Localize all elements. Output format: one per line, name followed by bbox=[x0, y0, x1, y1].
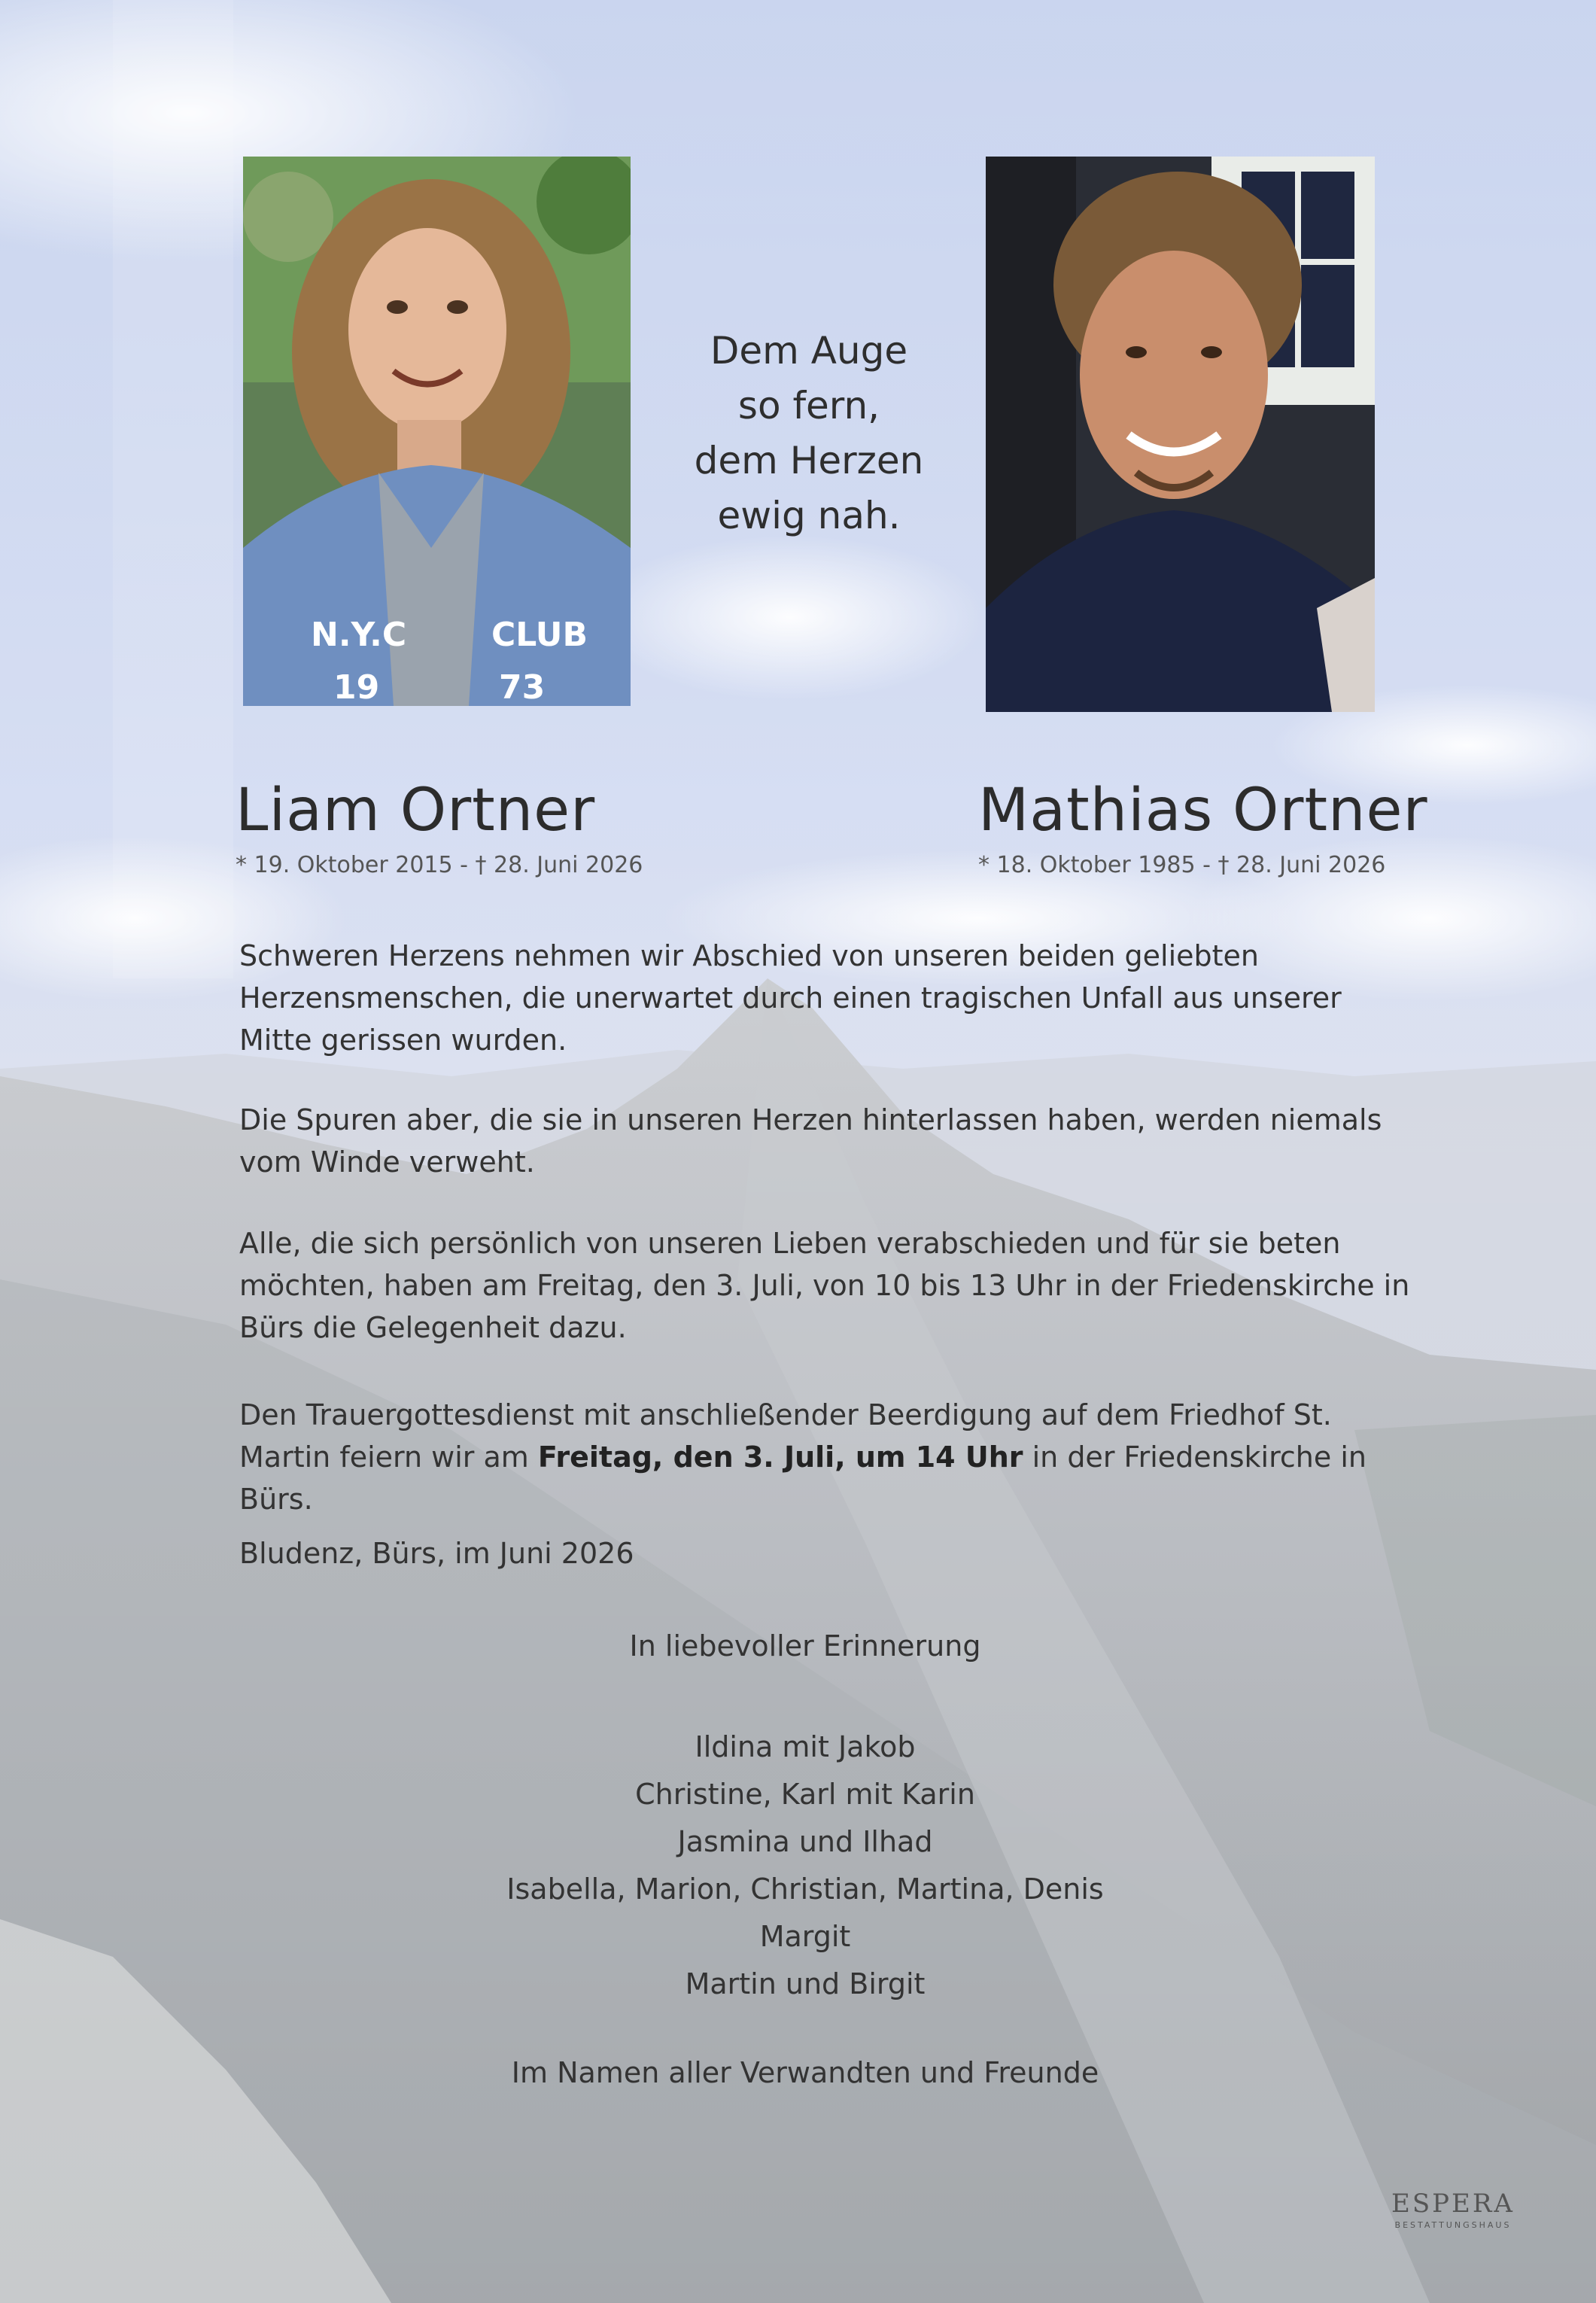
life-dates-mathias: * 18. Oktober 1985 - † 28. Juni 2026 bbox=[978, 852, 1386, 878]
paragraph-traces bbox=[239, 1099, 1413, 1183]
mourner-line: Ildina mit Jakob bbox=[695, 1730, 916, 1763]
hoodie-print: N.Y.C bbox=[311, 616, 407, 654]
closing-line: Im Namen aller Verwandten und Freunde bbox=[511, 2056, 1099, 2089]
deceased-name-liam: Liam Ortner bbox=[236, 777, 596, 844]
funeral-home-logo bbox=[1382, 2189, 1525, 2230]
place-date bbox=[239, 1532, 1413, 1574]
motto-line: so fern, bbox=[737, 384, 880, 427]
life-dates-liam: * 19. Oktober 2015 - † 28. Juni 2026 bbox=[236, 852, 643, 878]
motto-line: ewig nah. bbox=[717, 494, 901, 537]
hoodie-print: 73 bbox=[499, 668, 546, 706]
deceased-name-mathias: Mathias Ortner bbox=[978, 777, 1428, 844]
paragraph-text: Die Spuren aber, die sie in unseren Herzen hinterlassen haben, werden niemals vom Winde verweht. bbox=[239, 1103, 1382, 1179]
mourner-line: Isabella, Marion, Christian, Martina, Denis bbox=[506, 1873, 1104, 1906]
mourners-list bbox=[421, 1723, 1189, 2008]
mourner-line: Margit bbox=[759, 1920, 851, 1953]
mourner-line: Jasmina und Ilhad bbox=[677, 1825, 933, 1858]
paragraph-funeral-service bbox=[239, 1394, 1413, 1520]
funeral-date-time: Freitag, den 3. Juli, um 14 Uhr bbox=[537, 1441, 1023, 1474]
logo-sub-text: BESTATTUNGSHAUS bbox=[1394, 2220, 1512, 2230]
place-date-text: Bludenz, Bürs, im Juni 2026 bbox=[239, 1537, 634, 1570]
memorial-motto bbox=[647, 324, 971, 543]
paragraph-text: Alle, die sich persönlich von unseren Lieben verabschieden und für sie beten möchten, haben am Freitag, den 3. Juli, von 10 bis 13 Uhr in der Friedenskirche in Bürs die Gelegenheit dazu. bbox=[239, 1227, 1410, 1344]
photo-mathias bbox=[986, 157, 1375, 712]
photo-liam bbox=[243, 157, 631, 706]
funeral-text-start: Den Trauergottesdienst mit anschließender Beerdigung auf dem Friedhof St. Martin feiern wir am bbox=[239, 1398, 1332, 1474]
portrait-man-image bbox=[986, 157, 1375, 712]
paragraph-text bbox=[239, 1394, 1413, 1520]
logo-main-text: ESPERA bbox=[1391, 2189, 1515, 2219]
in-memory-heading: In liebevoller Erinnerung bbox=[629, 1629, 981, 1663]
motto-line: Dem Auge bbox=[710, 329, 908, 373]
portrait-boy-image bbox=[243, 157, 631, 706]
mourner-line: Martin und Birgit bbox=[685, 1967, 926, 2000]
motto-line: dem Herzen bbox=[694, 439, 924, 482]
mourner-line: Christine, Karl mit Karin bbox=[635, 1778, 975, 1811]
hoodie-print: CLUB bbox=[491, 616, 588, 654]
paragraph-farewell bbox=[239, 935, 1413, 1061]
funeral-text-end: in der Friedenskirche in Bürs. bbox=[239, 1441, 1366, 1516]
paragraph-text: Schweren Herzens nehmen wir Abschied von unseren beiden geliebten Herzensmenschen, die unerwartet durch einen tragischen Unfall aus unserer Mitte gerissen wurden. bbox=[239, 939, 1342, 1057]
hoodie-print: 19 bbox=[333, 668, 380, 706]
paragraph-viewing bbox=[239, 1222, 1413, 1349]
